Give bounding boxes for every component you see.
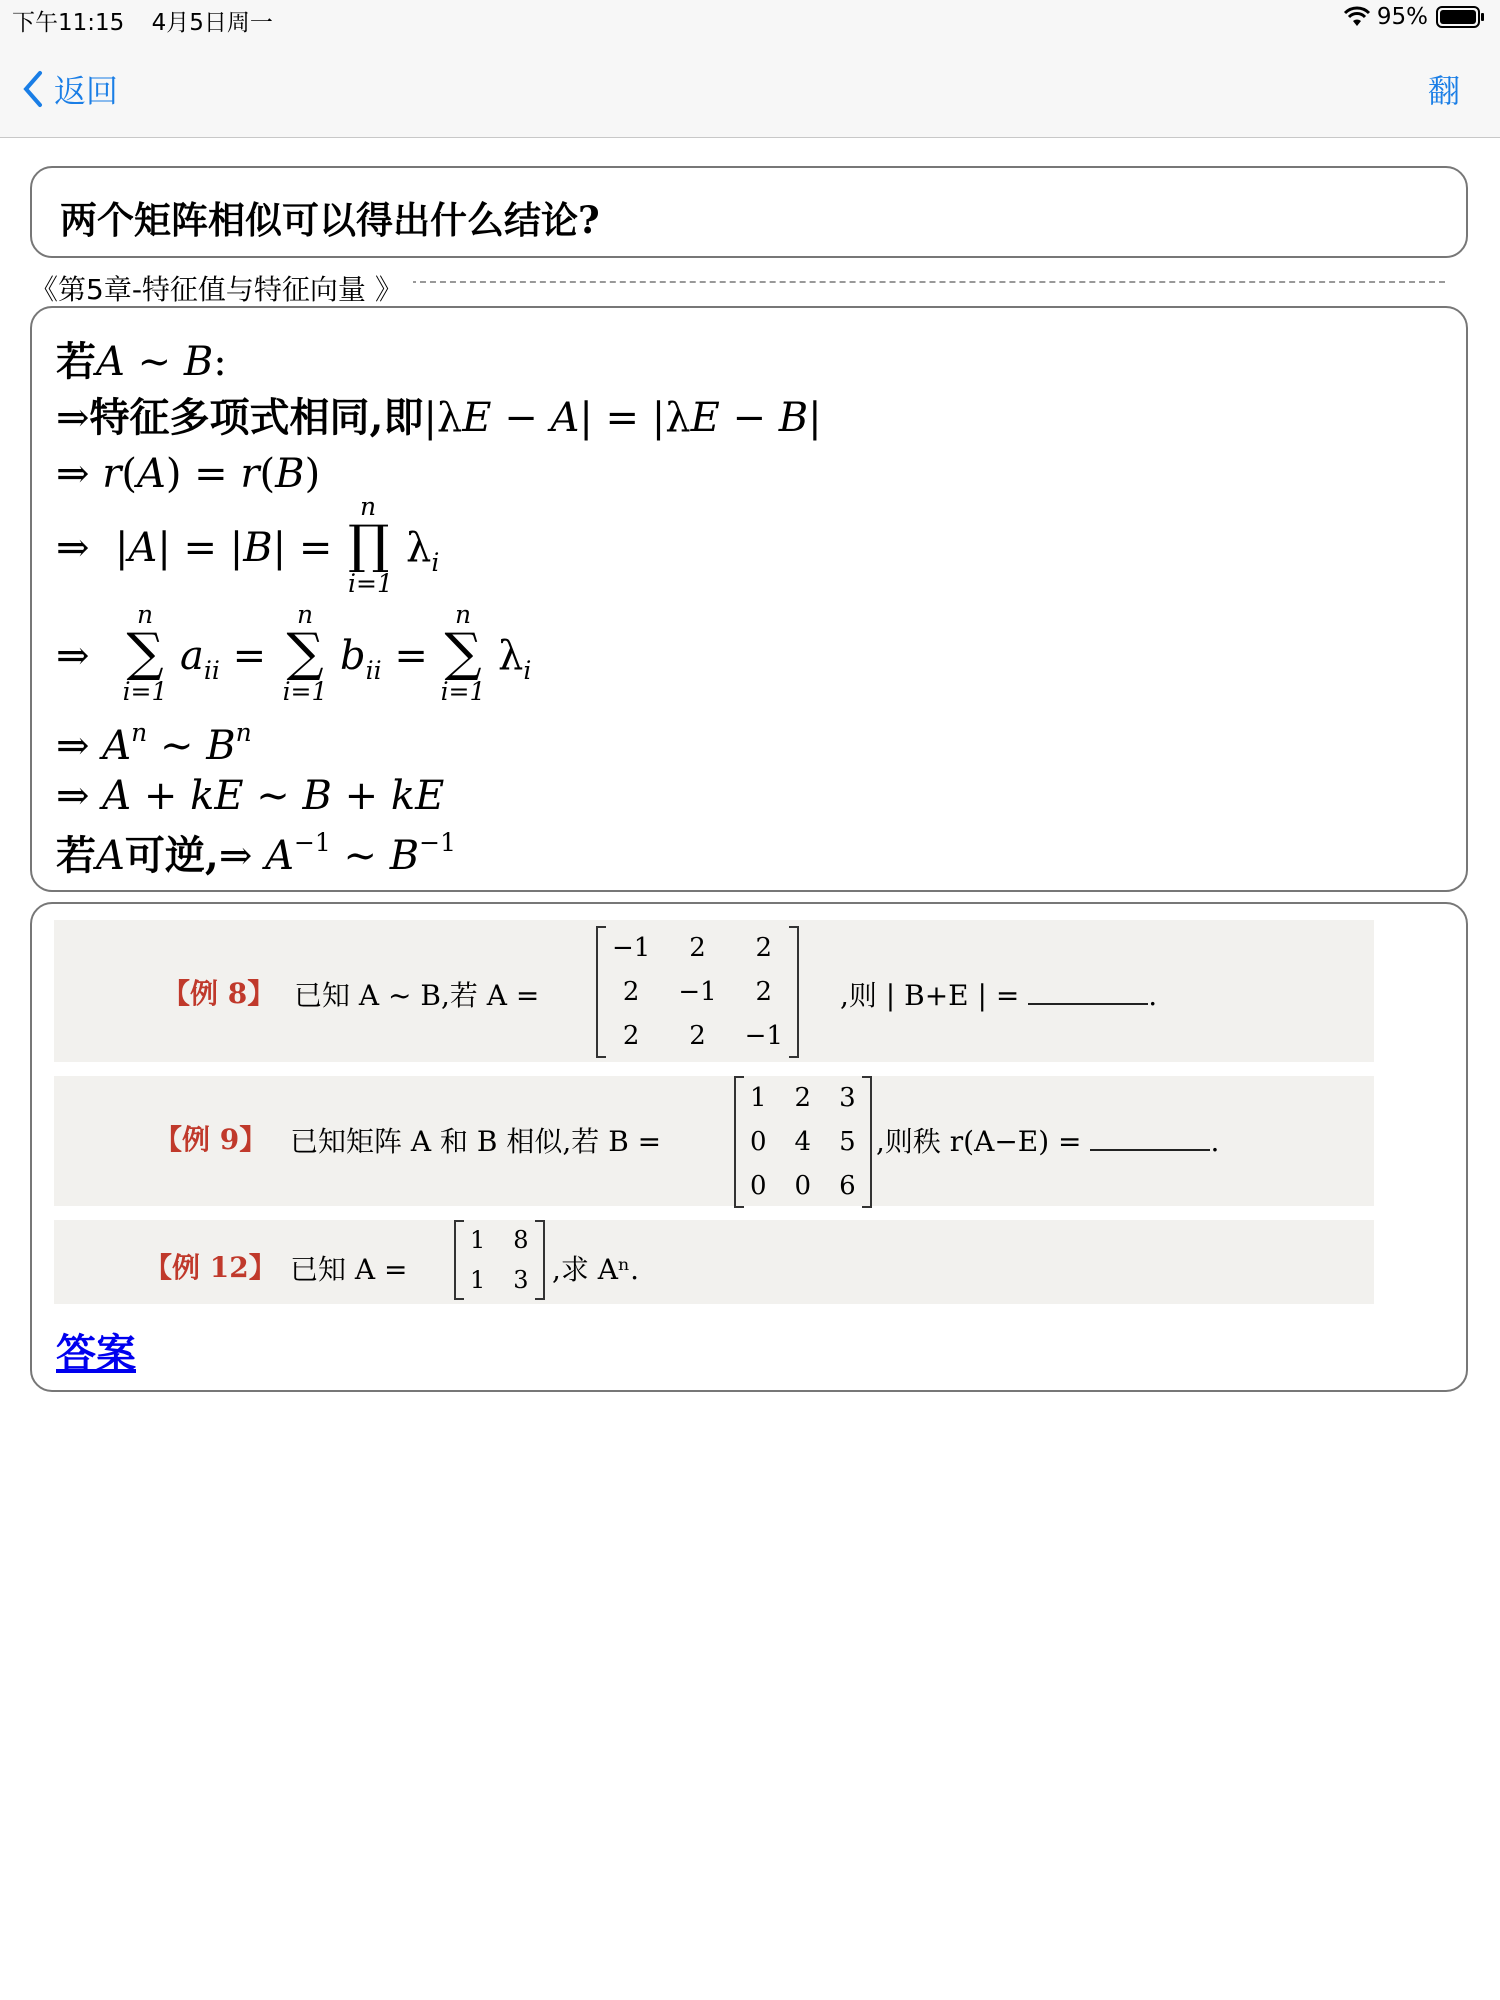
example-tail: ,则秩 r(A−E) = . bbox=[876, 1125, 1220, 1158]
example-12 bbox=[54, 1220, 1374, 1304]
example-tail: ,则 | B+E | = . bbox=[840, 979, 1158, 1012]
status-right bbox=[1335, 4, 1486, 30]
formula-line-8: 若A可逆,⇒ $A^{-1}$ ∼ $B^{-1}$ bbox=[56, 828, 457, 879]
back-label: 返回 bbox=[54, 72, 119, 110]
example-tag: 【例 9】 bbox=[154, 1123, 268, 1156]
matrix: −1 2 2 2 −1 2 2 2 −1 bbox=[596, 926, 799, 1058]
question-text: 两个矩阵相似可以得出什么结论? bbox=[60, 198, 600, 242]
formula-line-7: ⇒ A + kE ∼ B + kE bbox=[56, 773, 445, 819]
formula-line-2: ⇒特征多项式相同,即|λE − A| = |λE − B| bbox=[56, 394, 822, 441]
example-tag: 【例 12】 bbox=[144, 1251, 277, 1284]
example-9 bbox=[54, 1076, 1374, 1206]
example-text: 已知矩阵 A 和 B 相似,若 B = bbox=[290, 1125, 662, 1158]
flip-button[interactable]: 翻 bbox=[1427, 72, 1460, 110]
status-bar bbox=[0, 0, 1500, 40]
matrix: 1 2 3 0 4 5 0 0 6 bbox=[734, 1076, 872, 1208]
formula-text: 特征多项式相同,即 bbox=[89, 394, 424, 441]
chapter-divider bbox=[410, 281, 1445, 283]
formula-line-3: ⇒ r(A) = r(B) bbox=[56, 451, 321, 497]
formula-card bbox=[30, 306, 1468, 892]
example-text: 已知 A = bbox=[290, 1253, 408, 1286]
wifi-icon bbox=[1343, 6, 1371, 28]
formula-prefix: 若 bbox=[56, 338, 96, 385]
status-left bbox=[12, 4, 293, 37]
status-time: 下午11:15 bbox=[12, 10, 125, 36]
examples-card bbox=[30, 902, 1468, 1392]
example-tail: ,求 Aⁿ. bbox=[552, 1253, 640, 1286]
answer-link[interactable]: 答案 bbox=[56, 1330, 136, 1377]
battery-icon bbox=[1436, 5, 1486, 29]
question-card bbox=[30, 166, 1468, 258]
back-button[interactable] bbox=[22, 66, 118, 112]
sum-operator: n ∑ i=1 bbox=[122, 600, 168, 706]
example-tag: 【例 8】 bbox=[162, 977, 276, 1010]
formula-line-5: ⇒ n ∑ i=1 $a_{ii}$ = n ∑ i=1 $b_{ii}$ = n ∑ i=1 $\lambda_i$ bbox=[56, 600, 532, 706]
formula-line-4: ⇒ |A| = |B| = n ∏ i=1 $\lambda_i$ bbox=[56, 492, 440, 598]
example-8 bbox=[54, 920, 1374, 1062]
formula-text: 可逆, bbox=[124, 832, 219, 879]
battery-percent: 95% bbox=[1376, 4, 1428, 30]
chevron-left-icon bbox=[22, 70, 44, 108]
formula-line-6: ⇒ $A^n$ ∼ $B^n$ bbox=[56, 718, 252, 769]
status-date: 4月5日周一 bbox=[151, 10, 273, 36]
chapter-label: 《第5章-特征值与特征向量 》 bbox=[30, 268, 413, 308]
nav-bar bbox=[0, 40, 1500, 138]
sum-operator: n ∑ i=1 bbox=[282, 600, 328, 706]
product-operator: n ∏ i=1 bbox=[348, 492, 393, 598]
formula-line-1: 若A ∼ B: bbox=[56, 338, 227, 385]
sum-operator: n ∑ i=1 bbox=[440, 600, 486, 706]
formula-prefix: 若 bbox=[56, 832, 96, 879]
example-text: 已知 A ~ B,若 A = bbox=[294, 979, 540, 1012]
matrix: 1 8 1 3 bbox=[454, 1220, 545, 1300]
